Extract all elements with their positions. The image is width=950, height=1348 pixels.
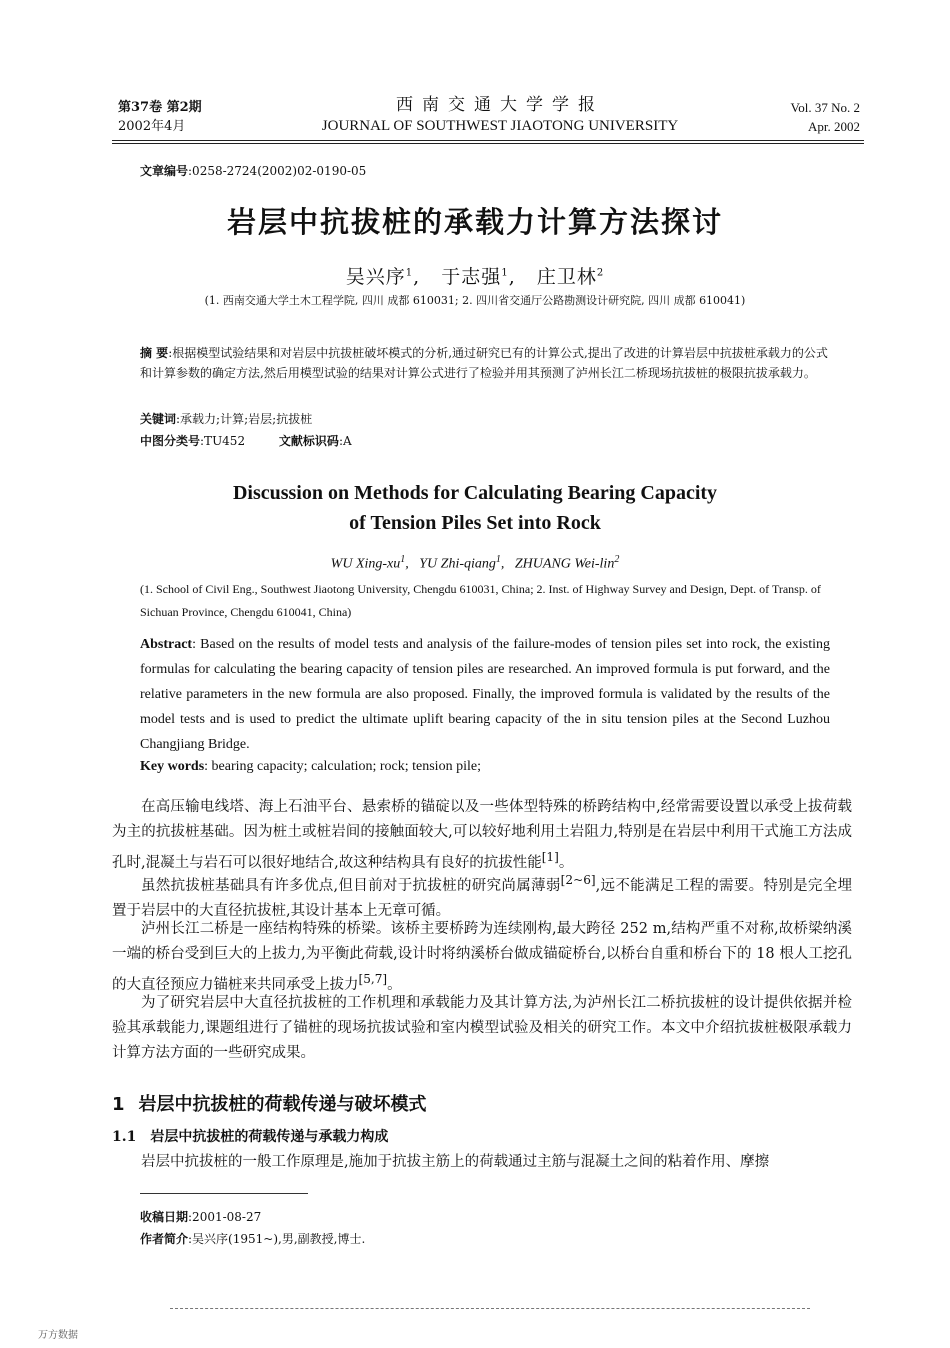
keywords-en xyxy=(140,759,481,775)
abstract-en-label: Abstract xyxy=(140,637,193,652)
title-cn: 岩层中抗拔桩的承载力计算方法探讨 xyxy=(226,205,723,239)
body-paragraph: 为了研究岩层中大直径抗拔桩的工作机理和承载能力及其计算方法,为泸州长江二桥抗拔桩的设计提供依据并检验其承载能力,课题组进行了锚桩的现场抗拔试验和室内模型试验及相关的研究工作。本文中介绍抗拔桩极限承载力计算方法方面的一些研究成果。 xyxy=(112,995,852,1061)
author-name: 吴兴序 xyxy=(345,266,406,288)
author-affil-mark: 2 xyxy=(596,267,605,279)
affiliation-cn: (1. 西南交通大学土木工程学院, 四川 成都 610031; 2. 四川省交通厅公路勘测设计研究院, 四川 成都 610041) xyxy=(204,294,746,307)
class-number: :TU452 xyxy=(200,434,246,448)
issue-date-en: Apr. 2002 xyxy=(808,119,860,134)
header-rule xyxy=(112,140,864,144)
volume-info xyxy=(118,98,202,136)
footnote-author xyxy=(140,1230,365,1247)
article-number-label: 文章编号 xyxy=(140,164,189,178)
keywords-cn xyxy=(140,410,312,427)
footnote-received-date: :2001-08-27 xyxy=(188,1210,262,1224)
subsection-title: 岩层中抗拔桩的荷载传递与承载力构成 xyxy=(150,1129,389,1145)
author-name: 于志强 xyxy=(441,266,502,288)
article-number xyxy=(140,162,366,179)
paragraph-end: 。 xyxy=(558,854,574,871)
authors-cn: 吴兴序$^1$, 于志强$^1$, 庄卫林$^2$ xyxy=(345,266,605,288)
citation: [5,7] xyxy=(358,972,388,986)
paragraph-text: 虽然抗拔桩基础具有许多优点,但目前对于抗拔桩的研究尚属薄弱 xyxy=(141,877,561,894)
keywords-cn-label: 关键词 xyxy=(140,412,177,426)
body-paragraph xyxy=(112,917,852,998)
keywords-en-label: Key words xyxy=(140,759,205,774)
section-number: 1 xyxy=(112,1094,125,1115)
author-affil-mark: 1 xyxy=(495,554,501,565)
body-paragraph xyxy=(112,868,852,924)
journal-name-cn: 西南交通大学学报 xyxy=(396,95,604,115)
author-name: 庄卫林 xyxy=(536,266,597,288)
classification-line xyxy=(140,432,352,449)
footnote-author-label: 作者简介 xyxy=(140,1232,189,1246)
author-affil-mark: 1 xyxy=(400,554,406,565)
class-number-label: 中图分类号 xyxy=(140,434,201,448)
page-bottom-rule xyxy=(170,1308,810,1309)
affiliation-en: (1. School of Civil Eng., Southwest Jiaotong University, Chengdu 610031, China; 2. Inst. of Highway Survey and Design, Dept. of Transp. of Sichuan Province, Chengdu 610041, China) xyxy=(140,582,821,619)
issue-date: 2002年4月 xyxy=(118,119,186,134)
abstract-en-text: : Based on the results of model tests and analysis of the failure-modes of tension piles set into rock, the existing formulas for calculating the bearing capacity of tension piles are researched. An improved formula is put forward, and the relative parameters in the new formula are also proposed. Finally, the improved formula is validated by the results of the model tests and is used to predict the ultimate uplift bearing capacity of the in situ tension piles at the Second Luzhou Changjiang Bridge. xyxy=(140,637,830,752)
doc-code: :A xyxy=(338,434,352,448)
citation: [2~6] xyxy=(560,873,596,887)
watermark: 万方数据 xyxy=(38,1330,78,1341)
body-paragraph: 岩层中抗拔桩的一般工作原理是,施加于抗拔主筋上的荷载通过主筋与混凝土之间的粘着作用、摩擦 xyxy=(141,1154,770,1170)
paragraph-text: 在高压输电线塔、海上石油平台、悬索桥的锚碇以及一些体型特殊的桥跨结构中,经常需要设置以承受上拔荷载为主的抗拔桩基础。因为桩土或桩岩间的接触面较大,可以较好地利用土岩阻力,特别是在岩层中利用干式施工方法成孔时,混凝土与岩石可以很好地结合,故这种结构具有良好的抗拔性能 xyxy=(112,799,852,871)
journal-name-en: JOURNAL OF SOUTHWEST JIAOTONG UNIVERSITY xyxy=(321,118,679,134)
footnote-rule xyxy=(140,1193,308,1194)
section-heading xyxy=(112,1090,427,1116)
subsection-heading xyxy=(112,1126,388,1146)
article-number-value: :0258-2724(2002)02-0190-05 xyxy=(188,164,367,178)
footnote-author-text: :吴兴序(1951~),男,副教授,博士. xyxy=(188,1232,366,1246)
author-affil-mark: 1 xyxy=(405,267,414,279)
keywords-cn-text: :承载力;计算;岩层;抗拔桩 xyxy=(176,412,313,426)
footnote-received-label: 收稿日期 xyxy=(140,1210,189,1224)
volume-issue: 第37卷 第2期 xyxy=(118,100,202,115)
footnote-received xyxy=(140,1208,261,1225)
journal-title xyxy=(300,94,700,136)
abstract-en xyxy=(140,632,830,757)
author-name-en: WU Xing-xu xyxy=(330,556,401,572)
section-title: 岩层中抗拔桩的荷载传递与破坏模式 xyxy=(138,1094,427,1115)
volume-info-en xyxy=(791,98,860,136)
title-en xyxy=(0,478,950,538)
citation: [1] xyxy=(541,850,559,864)
keywords-en-text: : bearing capacity; calculation; rock; tension pile; xyxy=(204,759,481,774)
subsection-number: 1.1 xyxy=(112,1129,137,1145)
author-name-en: ZHUANG Wei-lin xyxy=(514,556,615,572)
paragraph-end: 。 xyxy=(387,976,402,993)
paragraph-end: ,远不能满足工程的需要。特别是完全埋置于岩层中的大直径抗拔桩,其设计基本上无章可循。 xyxy=(112,877,853,919)
authors-en: WU Xing-$xu^1$, YU Zhi-qiang$^1$, ZHUANG Wei-lin$^2$ xyxy=(330,554,620,572)
author-name-en: YU Zhi-qiang xyxy=(419,556,496,572)
author-affil-mark: 1 xyxy=(501,267,509,279)
title-en-line: of Tension Piles Set into Rock xyxy=(349,512,601,534)
volume-issue-en: Vol. 37 No. 2 xyxy=(790,100,860,115)
abstract-cn-text: :根据模型试验结果和对岩层中抗拔桩破坏模式的分析,通过研究已有的计算公式,提出了改进的计算岩层中抗拔桩承载力的公式和计算参数的确定方法,然后用模型试验的结果对计算公式进行了检验并用其预测了泸州长江二桥现场抗拔桩的极限抗拔承载力。 xyxy=(140,346,828,380)
abstract-cn-label: 摘 要 xyxy=(140,346,169,360)
abstract-cn xyxy=(140,343,828,383)
doc-code-label: 文献标识码 xyxy=(278,434,339,448)
body-paragraph xyxy=(112,795,852,876)
author-affil-mark: 2 xyxy=(614,554,620,565)
title-en-line: Discussion on Methods for Calculating Bearing Capacity xyxy=(232,482,718,504)
paragraph-text: 泸州长江二桥是一座结构特殊的桥梁。该桥主要桥跨为连续刚构,最大跨径 252 m,结构严重不对称,故桥梁纳溪一端的桥台受到巨大的上拔力,为平衡此荷载,设计时将纳溪桥台做成锚碇桥台,以桥台自重和桥台下的 18 根人工挖孔的大直径预应力锚桩来共同承受上拔力 xyxy=(112,921,852,993)
